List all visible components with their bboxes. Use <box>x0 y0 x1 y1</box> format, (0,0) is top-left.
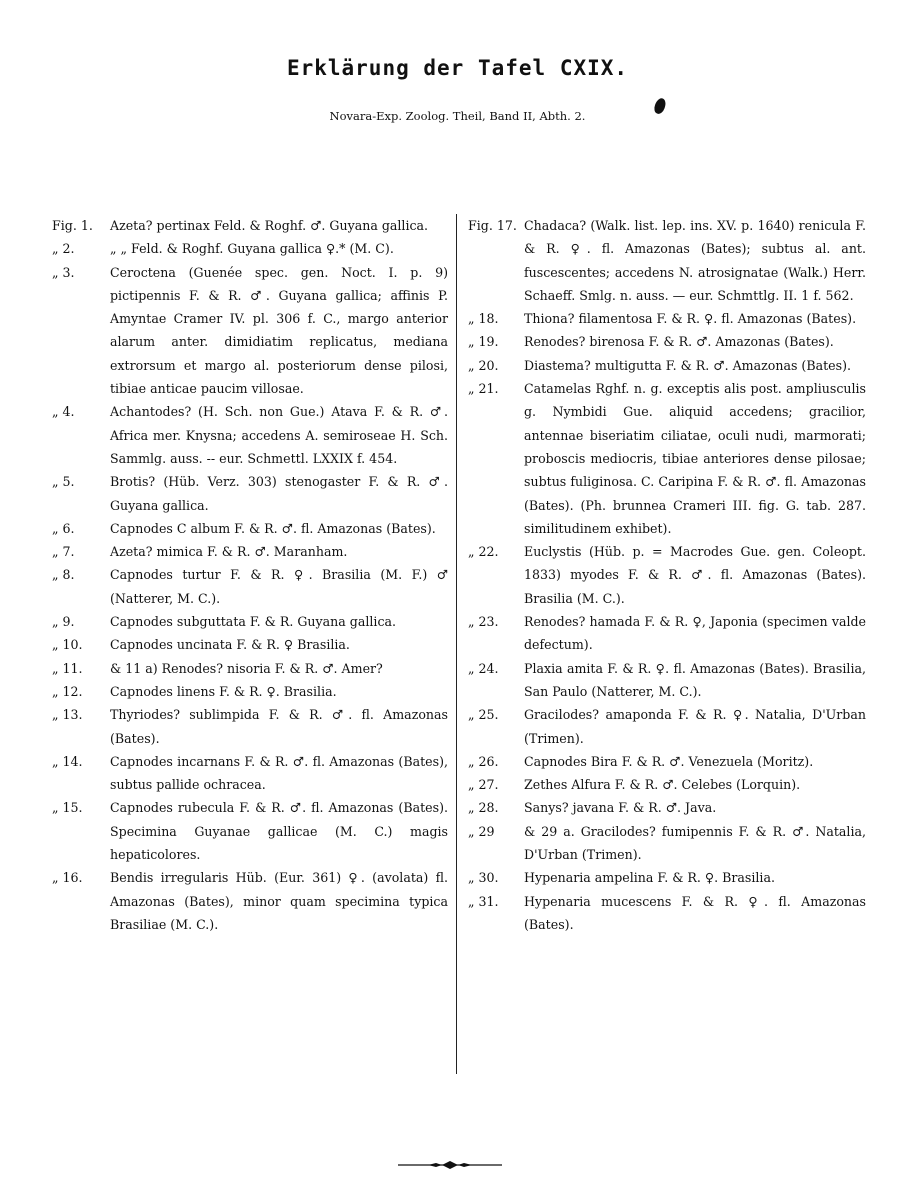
figure-description: & 11 a) Renodes? nisoria F. & R. ♂. Amer? <box>110 660 383 676</box>
figure-number: Fig. 17. <box>468 218 517 233</box>
figure-number: Fig. 1. <box>52 218 93 233</box>
figure-entry <box>52 563 448 610</box>
figure-description: Hypenaria ampelina F. & R. ♀. Brasilia. <box>524 870 775 886</box>
figure-description: Sanys? javana F. & R. ♂. Java. <box>524 800 717 816</box>
figure-description: Azeta? pertinax Feld. & Roghf. ♂. Guyana gallica. <box>110 218 429 233</box>
figure-description: Azeta? mimica F. & R. ♂. Maranham. <box>110 544 348 560</box>
figure-description: Capnodes subguttata F. & R. Guyana gallica. <box>110 614 397 630</box>
figure-number: „ 24. <box>468 660 499 676</box>
figure-number: „ 22. <box>468 544 499 560</box>
figure-description: Thiona? filamentosa F. & R. ♀. fl. Amazonas (Bates). <box>524 311 857 327</box>
figure-number: „ 30. <box>468 870 499 886</box>
figure-entry <box>52 633 448 656</box>
figure-description: Capnodes uncinata F. & R. ♀ Brasilia. <box>110 637 350 653</box>
figure-number: „ 31. <box>468 893 499 909</box>
figure-number: „ 18. <box>468 311 499 327</box>
figure-entry <box>52 237 448 260</box>
figure-number: „ 15. <box>52 800 83 816</box>
figure-entry <box>52 796 448 866</box>
figure-number: „ 3. <box>52 264 75 280</box>
figure-description: Capnodes C album F. & R. ♂. fl. Amazonas (Bates). <box>110 520 436 536</box>
figure-number: „ 7. <box>52 544 75 560</box>
figure-entry <box>52 657 448 680</box>
figure-description: Capnodes Bira F. & R. ♂. Venezuela (Moritz). <box>524 753 814 769</box>
figure-description: Catamelas Rghf. n. g. exceptis alis post. ampliusculis g. Nymbidi Gue. aliquid accedens; gracilior, antennae biseriatim ciliatae, oculi nudi, marmorati; proboscis mediocris, tibiae anteriores dense pilosae; subtus fuliginosa. C. Caripina F. & R. ♂. fl. Amazonas (Bates). (Ph. brunnea Crameri III. fig. G. tab. 287. similitudinem exhibet). <box>524 381 866 536</box>
figure-number: „ 28. <box>468 800 499 816</box>
figure-description: Thyriodes? sublimpida F. & R. ♂. fl. Amazonas (Bates). <box>110 707 448 746</box>
figure-description: Capnodes linens F. & R. ♀. Brasilia. <box>110 683 337 699</box>
figure-number: „ 25. <box>468 707 499 723</box>
figure-number: „ 23. <box>468 614 499 630</box>
figure-entry <box>468 330 866 353</box>
figure-number: „ 13. <box>52 707 83 723</box>
figure-description: Brotis? (Hüb. Verz. 303) stenogaster F. & R. ♂. Guyana gallica. <box>110 474 448 513</box>
end-ornament <box>398 1160 502 1170</box>
figure-entry <box>468 377 866 540</box>
figure-number: „ 6. <box>52 520 75 536</box>
figure-entry <box>468 890 866 937</box>
figure-number: „ 12. <box>52 683 83 699</box>
figure-description: Capnodes rubecula F. & R. ♂. fl. Amazonas (Bates). Specimina Guyanae gallicae (M. C.) magis hepaticolores. <box>110 800 448 863</box>
figure-description: Capnodes incarnans F. & R. ♂. fl. Amazonas (Bates), subtus pallide ochracea. <box>110 753 448 793</box>
figure-description: Gracilodes? amaponda F. & R. ♀. Natalia, D'Urban (Trimen). <box>524 707 866 746</box>
figure-entry <box>52 680 448 703</box>
figure-number: „ 19. <box>468 334 499 350</box>
figure-entry <box>468 307 866 330</box>
figure-entry <box>468 750 866 773</box>
figure-description: & 29 a. Gracilodes? fumipennis F. & R. ♂. Natalia, D'Urban (Trimen). <box>524 823 866 863</box>
figure-number: „ 14. <box>52 753 83 769</box>
figure-entry <box>52 517 448 540</box>
figure-description: Capnodes turtur F. & R. ♀. Brasilia (M. F.) ♂ (Natterer, M. C.). <box>110 567 448 606</box>
figure-number: „ 2. <box>52 241 75 257</box>
figure-entry <box>468 540 866 610</box>
figure-description: Hypenaria mucescens F. & R. ♀. fl. Amazonas (Bates). <box>524 893 866 932</box>
left-column <box>52 214 448 936</box>
right-column <box>468 214 866 936</box>
figure-entry <box>468 703 866 750</box>
figure-number: „ 27. <box>468 777 499 793</box>
figure-entry <box>468 214 866 307</box>
figure-entry <box>468 354 866 377</box>
figure-number: „ 8. <box>52 567 75 583</box>
figure-description: Renodes? birenosa F. & R. ♂. Amazonas (Bates). <box>524 334 834 350</box>
figure-entry <box>52 703 448 750</box>
figure-description: Achantodes? (H. Sch. non Gue.) Atava F. & R. ♂. Africa mer. Knysna; accedens A. semiroseae H. Sch. Sammlg. auss. -- eur. Schmettl. LXXIX f. 454. <box>110 404 448 466</box>
figure-entry <box>52 540 448 563</box>
column-divider <box>456 214 457 1074</box>
figure-entry <box>468 773 866 796</box>
figure-description: Ceroctena (Guenée spec. gen. Noct. I. p. 9) pictipennis F. & R. ♂. Guyana gallica; affinis P. Amyntae Cramer IV. pl. 306 f. C., margo anterior alarum anter. dimidiatim replicatus, mediana extrorsum et margo al. posteriorum dense pilosi, tibiae anticae paucim villosae. <box>110 264 448 397</box>
figure-entry <box>52 214 448 237</box>
figure-number: „ 26. <box>468 753 499 769</box>
figure-number: „ 16. <box>52 870 83 886</box>
figure-entry <box>52 750 448 797</box>
figure-entry <box>52 610 448 633</box>
figure-description: Diastema? multigutta F. & R. ♂. Amazonas (Bates). <box>524 357 851 373</box>
figure-number: „ 5. <box>52 474 75 490</box>
figure-entry <box>52 866 448 936</box>
figure-number: „ 10. <box>52 637 83 653</box>
figure-description: Bendis irregularis Hüb. (Eur. 361) ♀. (avolata) fl. Amazonas (Bates), minor quam specimina typica Brasiliae (M. C.). <box>110 870 448 932</box>
page-title: Erklärung der Tafel CXIX. <box>286 56 629 80</box>
page-subtitle: Novara-Exp. Zoolog. Theil, Band II, Abth. 2. <box>329 109 586 123</box>
figure-description: Euclystis (Hüb. p. = Macrodes Gue. gen. Coleopt. 1833) myodes F. & R. ♂. fl. Amazonas (Bates). Brasilia (M. C.). <box>524 544 866 606</box>
figure-description: Chadaca? (Walk. list. lep. ins. XV. p. 1640) renicula F. & R. ♀. fl. Amazonas (Bates); subtus al. ant. fuscescentes; accedens N. atrosignatae (Walk.) Herr. Schaeff. Smlg. n. auss. — eur. Schmttlg. II. 1 f. 562. <box>524 218 866 303</box>
figure-number: „ 4. <box>52 404 75 420</box>
figure-number: „ 9. <box>52 614 75 630</box>
figure-description: Zethes Alfura F. & R. ♂. Celebes (Lorquin). <box>524 777 801 793</box>
figure-number: „ 20. <box>468 357 499 373</box>
figure-entry <box>468 657 866 704</box>
figure-entry <box>468 866 866 889</box>
figure-number: „ 11. <box>52 660 83 676</box>
figure-description: Renodes? hamada F. & R. ♀, Japonia (specimen valde defectum). <box>524 614 866 653</box>
figure-entry <box>468 610 866 657</box>
figure-number: „ 29 <box>468 823 495 839</box>
figure-description: Plaxia amita F. & R. ♀. fl. Amazonas (Bates). Brasilia, San Paulo (Natterer, M. C.). <box>524 660 866 699</box>
figure-entry <box>468 820 866 867</box>
figure-number: „ 21. <box>468 381 499 397</box>
figure-entry <box>52 400 448 470</box>
figure-entry <box>52 470 448 517</box>
figure-entry <box>52 261 448 401</box>
figure-description: „ „ Feld. & Roghf. Guyana gallica ♀.* (M. C). <box>110 241 394 257</box>
figure-entry <box>468 796 866 819</box>
